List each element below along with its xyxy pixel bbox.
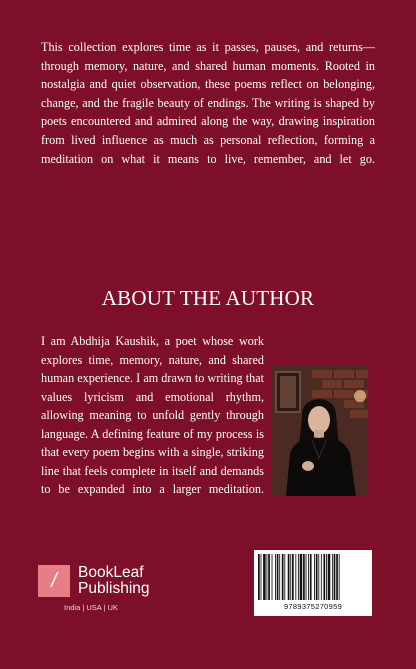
barcode-bar bbox=[277, 554, 279, 600]
publisher-regions: India | USA | UK bbox=[64, 603, 118, 612]
barcode-bar bbox=[284, 554, 285, 600]
barcode-bar bbox=[261, 554, 262, 600]
barcode-bar bbox=[263, 554, 266, 600]
barcode-bar bbox=[290, 554, 291, 600]
barcode-bar bbox=[267, 554, 268, 600]
barcode-bar bbox=[292, 554, 294, 600]
barcode-bar bbox=[258, 554, 260, 600]
barcode-bar bbox=[272, 554, 273, 600]
barcode-bar bbox=[316, 554, 318, 600]
publisher-name-line1: BookLeaf bbox=[78, 564, 144, 581]
author-bio: I am Abdhija Kaushik, a poet whose work explores time, memory, nature, and shared human experience. I am drawn to writing that values lyricism and emotional rhythm, allowing meaning to unfold gently through language. A defining feature of my process is that every poem begins with a single, striking line that feels complete in itself and demands to be expanded into a larger meditation. bbox=[41, 334, 264, 496]
barcode-bar bbox=[306, 554, 307, 600]
barcode-bar bbox=[334, 554, 336, 600]
book-blurb: This collection explores time as it passes, pauses, and returns—through memory, nature, and shared human moments. Rooted in nostalgia and quiet observation, these poems reflect on belonging, change, and the fragile beauty of endings. The writing is shaped by poets encountered and admired along the way, drawing inspiration from lived influence as much as personal reflection, forming a meditation on what it means to live, remember, and let go. bbox=[41, 40, 375, 166]
barcode-bars bbox=[258, 554, 368, 600]
barcode-bar bbox=[310, 554, 312, 600]
barcode-bar bbox=[336, 554, 338, 600]
barcode-bar bbox=[339, 554, 340, 600]
publisher-name-line2: Publishing bbox=[78, 580, 150, 597]
barcode-bar bbox=[282, 554, 284, 600]
isbn-barcode bbox=[254, 550, 372, 616]
barcode-bar bbox=[288, 554, 290, 600]
barcode-bar bbox=[318, 554, 319, 600]
barcode-bar bbox=[332, 554, 333, 600]
barcode-bar bbox=[295, 554, 296, 600]
isbn-number: 9789375270959 bbox=[283, 602, 343, 611]
barcode-bar bbox=[328, 554, 331, 600]
barcode-bar bbox=[275, 554, 276, 600]
author-photo bbox=[272, 366, 368, 496]
barcode-bar bbox=[279, 554, 280, 600]
barcode-bar bbox=[323, 554, 325, 600]
barcode-bar bbox=[308, 554, 309, 600]
barcode-bar bbox=[300, 554, 303, 600]
barcode-bar bbox=[303, 554, 305, 600]
barcode-bar bbox=[268, 554, 270, 600]
barcode-bar bbox=[298, 554, 299, 600]
about-author-heading: ABOUT THE AUTHOR bbox=[101, 286, 315, 310]
publisher-name bbox=[78, 565, 150, 597]
author-portrait-illustration bbox=[272, 366, 368, 496]
barcode-bar bbox=[314, 554, 315, 600]
publisher-mark-icon: / bbox=[38, 565, 70, 597]
barcode-bar bbox=[321, 554, 322, 600]
barcode-bar bbox=[326, 554, 327, 600]
